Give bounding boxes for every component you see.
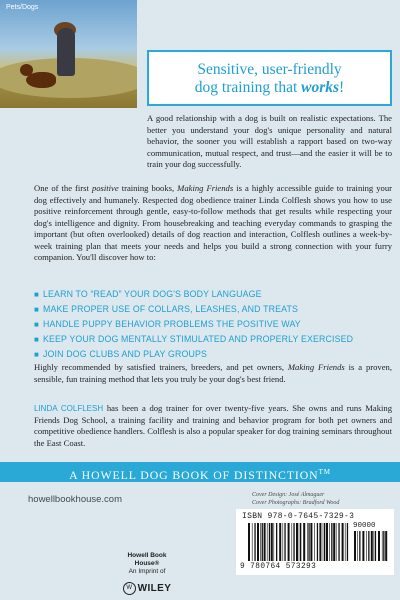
barcode-stripe <box>308 523 309 561</box>
category-label: Pets/Dogs <box>6 4 39 11</box>
barcode-stripe <box>252 523 253 561</box>
publisher-name: Howell Book House® <box>127 552 167 567</box>
wiley-mark-icon: W <box>123 582 136 595</box>
author-bio <box>34 403 392 449</box>
barcode-stripe <box>296 523 298 561</box>
barcode-stripe <box>366 531 367 561</box>
barcode-stripe <box>342 523 344 561</box>
barcode-stripe <box>374 531 375 561</box>
barcode-stripe <box>378 531 380 561</box>
credit-design: Cover Design: José Almaguer <box>252 492 325 498</box>
barcode-stripe <box>382 531 383 561</box>
tagline-line-1: Sensitive, user-friendly <box>197 61 342 78</box>
publisher-block <box>117 552 177 595</box>
author-bio-text: has been a dog trainer for over twenty-five years. She owns and runs Making Friends Dog School, a training facility and training and behavior program for both pet owners and competitive obedience handlers. Colflesh is also a popular speaker for dog training seminars throughout the East Coast. <box>34 403 393 448</box>
desc-italic-title: Making Friends <box>177 183 234 193</box>
desc-text-c: training books, <box>118 183 178 193</box>
barcode-stripe <box>338 523 339 561</box>
endorse-text-a: Highly recommended by satisfied trainers, breeders, and pet owners, <box>34 362 288 372</box>
barcode-stripe <box>264 523 266 561</box>
bullet-square-icon: ■ <box>34 350 39 359</box>
credit-photo: Cover Photographs: Bradford Wood <box>252 500 340 506</box>
photo-trainer <box>57 28 75 76</box>
barcode-stripe <box>303 523 305 561</box>
barcode-stripe <box>383 531 384 561</box>
benefit-text: MAKE PROPER USE OF COLLARS, LEASHES, AND TREATS <box>43 304 299 314</box>
barcode-stripe <box>248 523 250 561</box>
barcode-stripe <box>279 523 281 561</box>
barcode-icon <box>248 523 350 561</box>
wiley-wordmark: WILEY <box>137 583 172 594</box>
barcode-stripe <box>292 523 293 561</box>
barcode-stripe <box>371 531 373 561</box>
barcode-stripe <box>354 531 356 561</box>
distinction-band <box>0 462 400 482</box>
benefit-item <box>34 302 394 317</box>
barcode-stripe <box>271 523 273 561</box>
barcode-stripe <box>357 531 358 561</box>
endorse-text-c: is a proven, sensible, fun training method that lets you truly be your dog's best friend. <box>34 362 392 384</box>
barcode-stripe <box>359 531 360 561</box>
barcode-stripe <box>317 523 318 561</box>
distinction-text: A HOWELL DOG BOOK OF DISTINCTION <box>69 467 319 482</box>
barcode-stripe <box>323 523 324 561</box>
tagline-line-2 <box>149 79 390 97</box>
barcode-stripe <box>385 531 387 561</box>
desc-italic-positive: positive <box>91 183 119 193</box>
barcode-stripe <box>336 523 337 561</box>
barcode-stripe <box>368 531 369 561</box>
barcode-stripe <box>329 523 330 561</box>
barcode-stripe <box>267 523 268 561</box>
desc-text-a: One of the first <box>34 183 92 193</box>
photo-dog <box>26 72 56 88</box>
benefit-item <box>34 332 394 347</box>
barcode-stripe <box>276 523 277 561</box>
publisher-imprint: An Imprint of <box>128 568 166 575</box>
tagline-box <box>147 50 392 106</box>
barcode-stripe <box>274 523 275 561</box>
barcode-stripe <box>293 523 294 561</box>
benefit-text: KEEP YOUR DOG MENTALLY STIMULATED AND PROPERLY EXERCISED <box>43 334 354 344</box>
barcode-stripe <box>314 523 315 561</box>
barcode-stripe <box>269 523 270 561</box>
bullet-square-icon: ■ <box>34 305 39 314</box>
barcode-stripe <box>307 523 308 561</box>
barcode-stripe <box>310 523 312 561</box>
benefit-text: HANDLE PUPPY BEHAVIOR PROBLEMS THE POSITIVE WAY <box>43 319 301 329</box>
barcode-stripe <box>288 523 290 561</box>
barcode-stripe <box>260 523 261 561</box>
bullet-square-icon: ■ <box>34 290 39 299</box>
intro-paragraph: A good relationship with a dog is built on realistic expectations. The better you understand your dog's unique personality and natural behavior, the sooner you will establish a rapport based on two-way communication, mutual respect, and trust—and the easier it will be to train your dog successfully. <box>147 113 392 169</box>
price-code: 90000 <box>353 522 376 530</box>
barcode-stripe <box>254 523 255 561</box>
description-paragraph <box>34 183 392 264</box>
benefit-item <box>34 317 394 332</box>
desc-text-e: is a highly accessible guide to training your dog effectively and humanely. Respected dog obedience trainer Linda Colflesh shows you how to use positive reinforcement through gentle, easy-to-follow methods that get results while respecting your dog's intelligence and dignity. From housebreaking and teaching everyday commands to grasping the important (but often overlooked) details of dog reaction and interaction, Colflesh outlines a week-by-week training plan that meets your needs and helps you build a strong connection with your furry companion. You'll discover how to: <box>34 183 392 262</box>
barcode-stripe <box>326 523 328 561</box>
barcode-stripe <box>262 523 263 561</box>
benefits-list <box>34 287 394 362</box>
endorse-italic-title: Making Friends <box>287 362 345 372</box>
bullet-square-icon: ■ <box>34 320 39 329</box>
tagline-text-b: ! <box>339 79 345 96</box>
benefit-item <box>34 347 394 362</box>
barcode-stripe <box>284 523 285 561</box>
barcode-stripe <box>331 523 332 561</box>
cover-photo <box>0 0 137 108</box>
tagline-text-a: dog training that <box>194 79 302 96</box>
barcode-stripe <box>319 523 321 561</box>
barcode-stripe <box>257 523 259 561</box>
trademark-mark: TM <box>318 468 331 476</box>
endorsement-paragraph <box>34 362 392 385</box>
barcode-stripe <box>345 523 346 561</box>
isbn-number: ISBN 978-0-7645-7329-3 <box>242 512 355 521</box>
benefit-item <box>34 287 394 302</box>
barcode-stripe <box>283 523 284 561</box>
barcode-stripe <box>333 523 335 561</box>
tagline-emphasis: works <box>301 79 340 96</box>
barcode-stripe <box>299 523 300 561</box>
barcode-stripe <box>300 523 301 561</box>
barcode-stripe <box>362 531 364 561</box>
barcode-stripe <box>324 523 325 561</box>
benefit-text: LEARN TO “READ” YOUR DOG'S BODY LANGUAGE <box>43 289 262 299</box>
barcode-stripe <box>375 531 376 561</box>
benefit-text: JOIN DOG CLUBS AND PLAY GROUPS <box>43 349 208 359</box>
author-name: LINDA COLFLESH <box>34 404 104 413</box>
price-barcode-icon <box>354 531 388 561</box>
website-url: howellbookhouse.com <box>28 494 123 505</box>
barcode-stripe <box>347 523 348 561</box>
barcode-box <box>236 509 394 575</box>
cover-credits <box>252 491 339 507</box>
bullet-square-icon: ■ <box>34 335 39 344</box>
barcode-digits: 9 780764 573293 <box>240 563 317 571</box>
wiley-logo <box>123 582 172 595</box>
